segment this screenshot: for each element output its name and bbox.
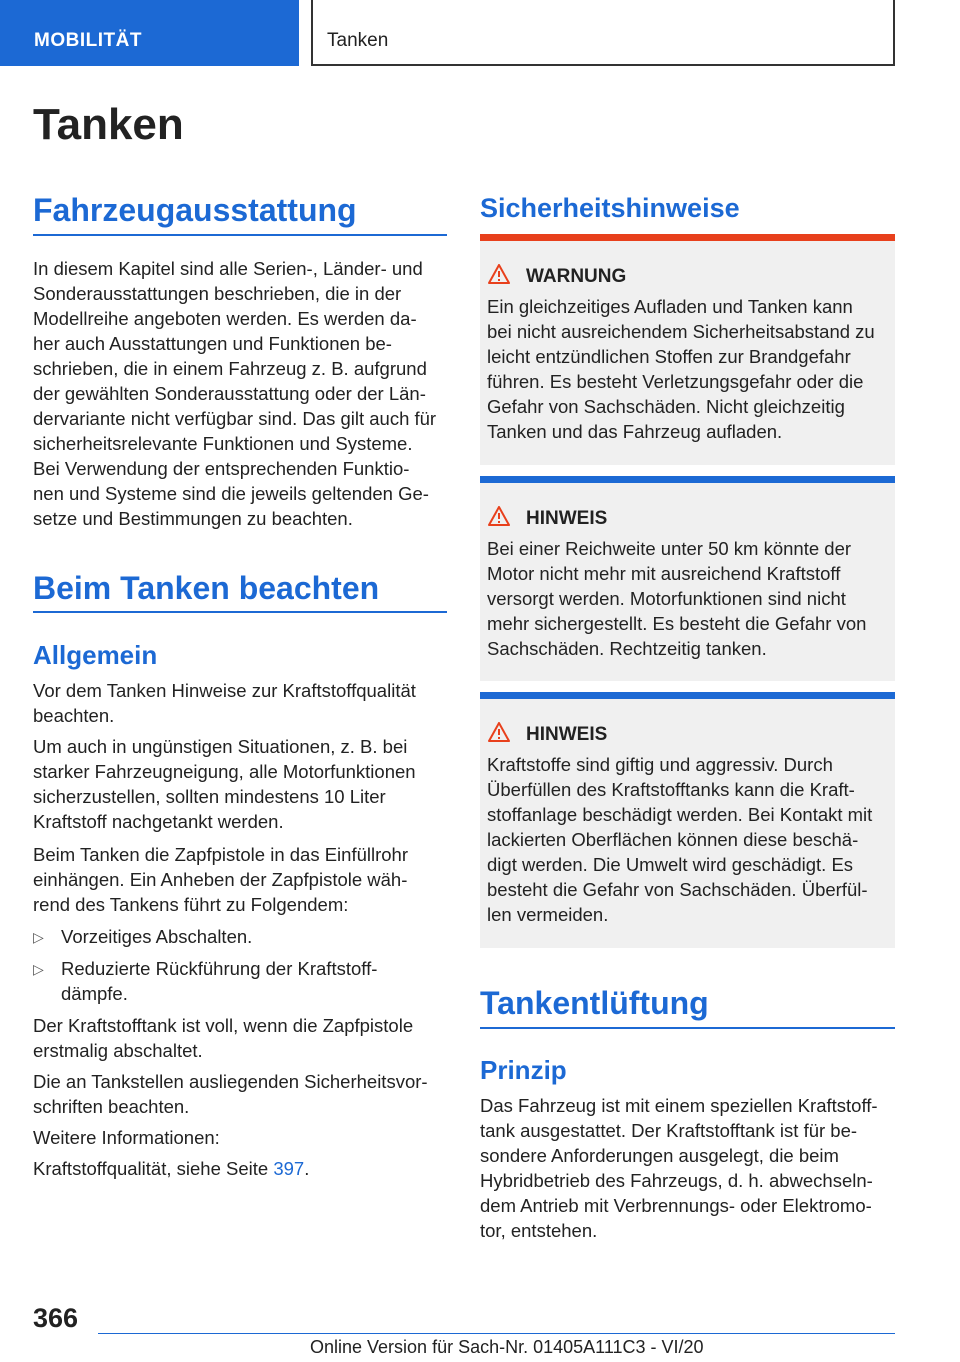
footer-text: Online Version für Sach-Nr. 01405A111C3 - VI/20	[310, 1337, 704, 1357]
triangle-bullet-icon: ▷	[33, 961, 44, 977]
notice-heading: HINWEIS	[488, 720, 607, 746]
warning-box	[480, 234, 895, 465]
page-number: 366	[33, 1303, 79, 1333]
warning-triangle-icon	[488, 722, 510, 748]
paragraph-tank-voll: Der Kraftstofftank ist voll, wenn die Zapfpistole erstmalig abschaltet.	[33, 1015, 414, 1061]
heading-beim-tanken: Beim Tanken beachten	[33, 570, 380, 606]
warning-text: Ein gleichzeitiges Aufladen und Tanken kann bei nicht ausreichendem Sicherheitsabstand zu leicht entzündlichen Stoffen zur Brandgefahr führen. Es besteht Verletzungsgefahr oder die Gefahr von Sachschäden. Nicht gleichzeitig Tanken und das Fahrzeug aufladen.	[487, 296, 875, 442]
paragraph-weitere-informationen: Weitere Informationen:	[33, 1127, 220, 1148]
heading-rule	[480, 1027, 895, 1029]
paragraph-sicherheitsvorschriften: Die an Tankstellen ausliegenden Sicherheitsvor- schriften beachten.	[33, 1071, 428, 1117]
heading-prinzip: Prinzip	[480, 1055, 567, 1085]
warning-heading: WARNUNG	[488, 262, 626, 288]
warning-bar	[480, 234, 895, 241]
notice-text: Kraftstoffe sind giftig und aggressiv. Durch Überfüllen des Kraftstofftanks kann die Kraft- stoffanlage beschädigt werden. Bei Kontakt mit lackierten Oberflächen können diese beschä- digt werden. Die Umwelt wird geschädigt. Es besteht die Gefahr von Sachschäden. Überfül- len vermeiden.	[487, 754, 873, 925]
page-link[interactable]: 397	[273, 1158, 305, 1179]
heading-tankentlueftung: Tankentlüftung	[480, 985, 709, 1021]
paragraph-vor-dem-tanken: Vor dem Tanken Hinweise zur Kraftstoffqualität beachten.	[33, 680, 416, 726]
list-item: ▷ Reduzierte Rückführung der Kraftstoff- dämpfe.	[33, 958, 378, 1004]
warning-triangle-icon	[488, 506, 510, 532]
cross-reference: Kraftstoffqualität, siehe Seite 397.	[33, 1158, 310, 1179]
notice-heading: HINWEIS	[488, 504, 607, 530]
footer-rule	[98, 1333, 895, 1334]
notice-bar	[480, 692, 895, 699]
page-title: Tanken	[33, 100, 184, 149]
list-item: ▷ Vorzeitiges Abschalten.	[33, 924, 447, 949]
paragraph-prinzip: Das Fahrzeug ist mit einem speziellen Kraftstoff- tank ausgestattet. Der Kraftstofftank ist für be- sondere Anforderungen ausgelegt, die beim Hybridbetrieb des Fahrzeugs, d. h. abwechseln- dem Antrieb mit Verbrennungs- oder Elektromo- tor, entstehen.	[480, 1095, 878, 1241]
page-header	[0, 0, 960, 66]
heading-fahrzeugausstattung: Fahrzeugausstattung	[33, 192, 357, 228]
notice-text: Bei einer Reichweite unter 50 km könnte der Motor nicht mehr mit ausreichend Kraftstoff versorgt werden. Motorfunktionen sind nicht mehr sichergestellt. Es besteht die Gefahr von Sachschäden. Rechtzeitig tanken.	[487, 538, 867, 659]
chapter-title: Tanken	[311, 0, 895, 66]
heading-allgemein: Allgemein	[33, 640, 158, 670]
section-label: MOBILITÄT	[0, 0, 299, 66]
notice-box	[480, 476, 895, 681]
triangle-bullet-icon: ▷	[33, 929, 44, 945]
heading-rule	[33, 234, 447, 236]
notice-box	[480, 692, 895, 948]
heading-sicherheitshinweise: Sicherheitshinweise	[480, 193, 740, 223]
paragraph-zapfpistole: Beim Tanken die Zapfpistole in das Einfüllrohr einhängen. Ein Anheben der Zapfpistole wäh- rend des Tankens führt zu Folgendem:	[33, 844, 409, 915]
warning-triangle-icon	[488, 264, 510, 290]
heading-rule	[33, 611, 447, 613]
notice-bar	[480, 476, 895, 483]
paragraph-fahrzeugausstattung: In diesem Kapitel sind alle Serien-, Länder- und Sonderausstattungen beschrieben, die in der Modellreihe angeboten werden. Es werden da- her auch Ausstattungen und Funktionen be- schrieben, die in einem Fahrzeug z. B. aufgrund der gewählten Sonderausstattung oder der Län- dervariante nicht verfügbar sind. Das gilt auch für sicherheitsrelevante Funktionen und Systeme. Bei Verwendung der entsprechenden Funktio- nen und Systeme sind die jeweils geltenden Ge- setze und Bestimmungen zu beachten.	[33, 258, 437, 529]
paragraph-um-auch: Um auch in ungünstigen Situationen, z. B. bei starker Fahrzeugneigung, alle Motorfunktionen sicherzustellen, sollten mindestens 10 Liter Kraftstoff nachgetankt werden.	[33, 736, 416, 832]
